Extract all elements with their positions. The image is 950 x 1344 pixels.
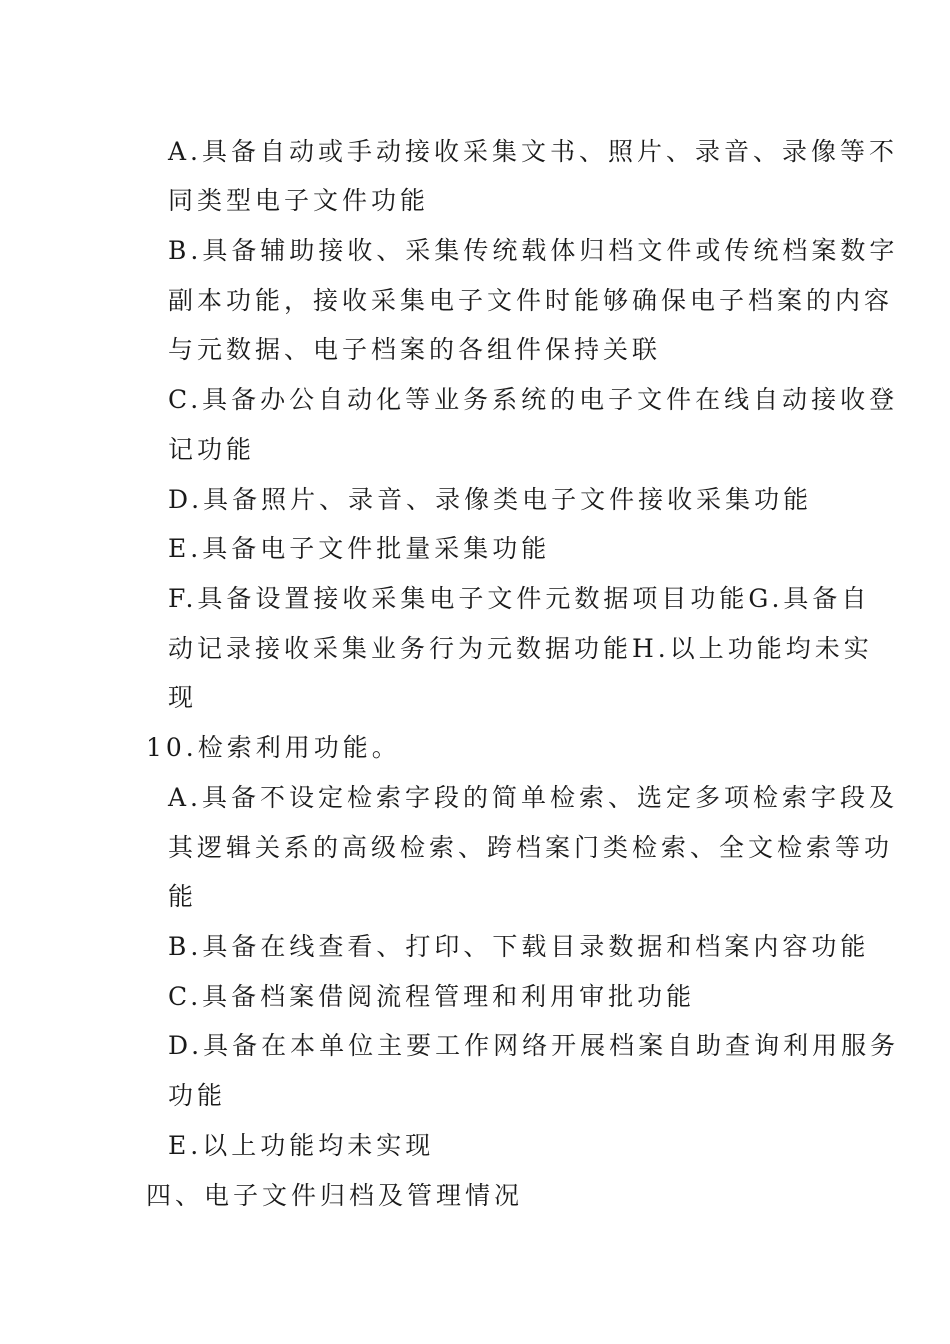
option-e-line-1: E.具备电子文件批量采集功能 — [168, 534, 551, 563]
option-c-line-2: 记功能 — [168, 435, 256, 464]
item-10-option-a-line-2: 其逻辑关系的高级检索、跨档案门类检索、全文检索等功 — [168, 833, 894, 862]
item-10-option-e-line-1: E.以上功能均未实现 — [168, 1131, 435, 1160]
section-4-heading: 四、电子文件归档及管理情况 — [146, 1181, 524, 1210]
item-10-option-b-line-1: B.具备在线查看、打印、下载目录数据和档案内容功能 — [168, 932, 870, 961]
item-10-option-a-line-3: 能 — [168, 882, 198, 911]
option-d-line-1: D.具备照片、录音、录像类电子文件接收采集功能 — [168, 485, 813, 514]
option-a-line-1: A.具备自动或手动接收采集文书、照片、录音、录像等不 — [168, 137, 899, 166]
option-b-line-1: B.具备辅助接收、采集传统载体归档文件或传统档案数字 — [168, 236, 899, 265]
option-f-line-2: 动记录接收采集业务行为元数据功能H.以上功能均未实 — [168, 634, 873, 663]
item-10-heading: 10.检索利用功能。 — [146, 733, 401, 762]
option-f-line-1: F.具备设置接收采集电子文件元数据项目功能G.具备自 — [168, 584, 871, 613]
option-c-line-1: C.具备办公自动化等业务系统的电子文件在线自动接收登 — [168, 385, 899, 414]
option-a-line-2: 同类型电子文件功能 — [168, 186, 430, 215]
option-f-line-3: 现 — [168, 683, 198, 712]
option-b-line-2: 副本功能，接收采集电子文件时能够确保电子档案的内容 — [168, 286, 894, 315]
item-10-option-a-line-1: A.具备不设定检索字段的简单检索、选定多项检索字段及 — [168, 783, 899, 812]
item-10-option-d-line-2: 功能 — [168, 1081, 227, 1110]
item-10-option-d-line-1: D.具备在本单位主要工作网络开展档案自助查询利用服务 — [168, 1031, 900, 1060]
option-b-line-3: 与元数据、电子档案的各组件保持关联 — [168, 335, 662, 364]
item-10-option-c-line-1: C.具备档案借阅流程管理和利用审批功能 — [168, 982, 696, 1011]
